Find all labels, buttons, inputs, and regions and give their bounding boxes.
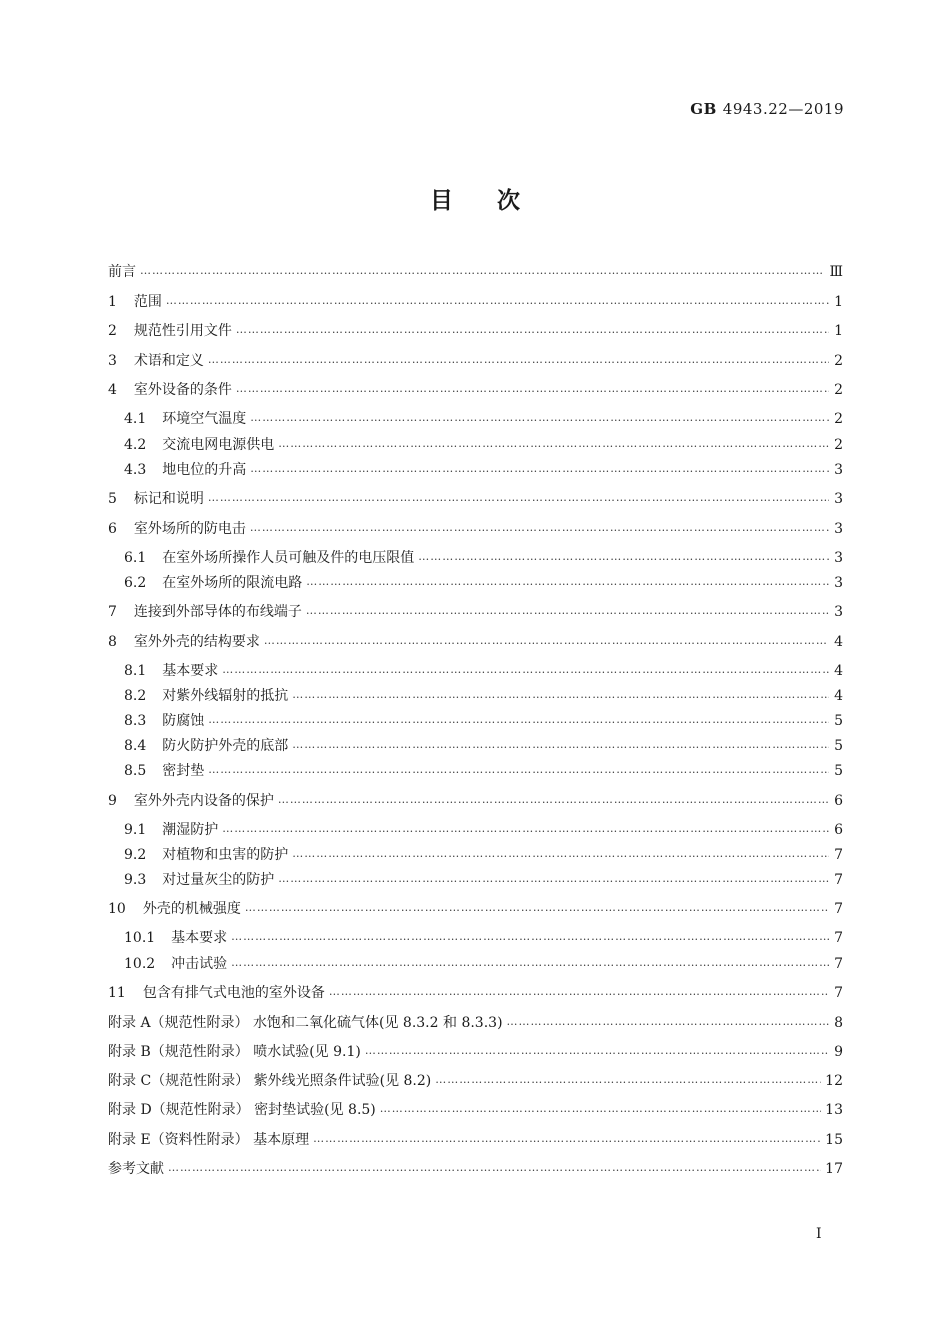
toc-entry-label: 在室外场所的限流电路 [162, 575, 303, 591]
toc-entry-page: 9 [834, 1044, 843, 1060]
dot-leader [278, 869, 829, 889]
toc-entry-label: 规范性引用文件 [133, 323, 232, 339]
dot-leader [292, 735, 829, 755]
dot-leader [306, 601, 829, 621]
title-char-1: 目 [430, 188, 453, 214]
toc-entry-label: 附录 C（规范性附录） 紫外线光照条件试验(见 8.2) [108, 1073, 432, 1089]
standard-code: 4943.22—2019 [722, 100, 844, 118]
dot-leader [292, 685, 829, 705]
toc-entry-number: 9.2 [124, 847, 147, 863]
toc-entry-number: 8.5 [124, 763, 147, 779]
toc-entry-number: 4 [108, 382, 117, 398]
toc-entry[interactable] [108, 409, 843, 429]
toc-entry-number: 8.2 [124, 688, 147, 704]
toc-entry-label: 在室外场所操作人员可触及件的电压限值 [162, 550, 415, 566]
toc-entry-label: 包含有排气式电池的室外设备 [142, 985, 325, 1001]
toc-entry[interactable] [108, 460, 843, 480]
toc-entry-label: 对植物和虫害的防护 [162, 847, 289, 863]
toc-entry[interactable] [108, 954, 843, 974]
toc-entry-label: 连接到外部导体的布线端子 [133, 604, 302, 620]
dot-leader [313, 1129, 821, 1149]
toc-entry-label: 潮湿防护 [162, 822, 219, 838]
dot-leader [222, 819, 829, 839]
toc-entry[interactable] [108, 1159, 843, 1179]
toc-entry-page: 2 [834, 353, 843, 369]
toc-entry[interactable] [108, 292, 843, 312]
toc-entry-page: 12 [825, 1073, 843, 1089]
toc-entry-page: 7 [834, 930, 843, 946]
toc-entry-number: 7 [108, 604, 117, 620]
dot-leader [418, 547, 829, 567]
dot-leader [208, 760, 829, 780]
toc-entry-number: 9.1 [124, 822, 147, 838]
toc-entry-number: 4.2 [124, 437, 147, 453]
standard-number [690, 100, 844, 118]
toc-entry[interactable] [108, 262, 843, 282]
dot-leader [365, 1041, 829, 1061]
dot-leader [250, 459, 829, 479]
toc-entry-number: 3 [108, 353, 117, 369]
toc-entry[interactable] [108, 380, 843, 400]
toc-entry-page: Ⅲ [829, 264, 843, 280]
dot-leader [208, 710, 829, 730]
toc-entry[interactable] [108, 351, 843, 371]
toc-entry[interactable] [108, 1042, 843, 1062]
toc-entry-label: 附录 A（规范性附录） 水饱和二氧化硫气体(见 8.3.2 和 8.3.3) [108, 1015, 503, 1031]
toc-entry-page: 5 [834, 713, 843, 729]
toc-entry-page: 2 [834, 437, 843, 453]
toc-entry-number: 8.4 [124, 738, 147, 754]
dot-leader [380, 1099, 821, 1119]
dot-leader [250, 518, 829, 538]
toc-entry-number: 4.3 [124, 462, 147, 478]
toc-entry-page: 3 [834, 521, 843, 537]
toc-entry[interactable] [108, 1130, 843, 1150]
toc-entry-label: 室外外壳的结构要求 [133, 634, 260, 650]
toc-entry-number: 8 [108, 634, 117, 650]
toc-entry-label: 附录 E（资料性附录） 基本原理 [108, 1132, 310, 1148]
toc-entry-number: 5 [108, 491, 117, 507]
toc-entry-number: 10 [108, 901, 126, 917]
toc-entry-label: 附录 B（规范性附录） 喷水试验(见 9.1) [108, 1044, 361, 1060]
toc-entry-number: 6.2 [124, 575, 147, 591]
toc-entry-number: 10.1 [124, 930, 156, 946]
toc-entry-page: 2 [834, 382, 843, 398]
toc-entry-number: 4.1 [124, 411, 147, 427]
dot-leader [250, 408, 829, 428]
standard-prefix: GB [690, 100, 717, 118]
dot-leader [236, 320, 829, 340]
toc-entry-number: 6 [108, 521, 117, 537]
toc-entry-label: 对过量灰尘的防护 [162, 872, 275, 888]
toc-entry-label: 术语和定义 [133, 353, 204, 369]
dot-leader [208, 488, 829, 508]
toc-entry-label: 密封垫 [162, 763, 205, 779]
toc-entry-number: 9.3 [124, 872, 147, 888]
toc-entry-label: 前言 [108, 264, 136, 280]
toc-entry[interactable] [108, 1013, 843, 1033]
toc-entry-page: 4 [834, 688, 843, 704]
toc-entry-label: 室外设备的条件 [133, 382, 232, 398]
toc-entry-page: 3 [834, 604, 843, 620]
dot-leader [140, 261, 825, 281]
toc-entry[interactable] [108, 870, 843, 890]
toc-entry-label: 室外场所的防电击 [133, 521, 246, 537]
dot-leader [168, 1158, 821, 1178]
toc-entry-page: 7 [834, 872, 843, 888]
toc-entry-page: 17 [825, 1161, 843, 1177]
toc-entry-page: 3 [834, 491, 843, 507]
toc-entry-label: 交流电网电源供电 [162, 437, 275, 453]
toc-entry[interactable] [108, 845, 843, 865]
toc-entry-label: 环境空气温度 [162, 411, 247, 427]
toc-entry-page: 4 [834, 634, 843, 650]
page-title [0, 182, 950, 215]
toc-entry-label: 对紫外线辐射的抵抗 [162, 688, 289, 704]
toc-entry-page: 7 [834, 901, 843, 917]
dot-leader [166, 291, 829, 311]
toc-entry-page: 6 [834, 822, 843, 838]
dot-leader [435, 1070, 821, 1090]
toc-entry[interactable] [108, 686, 843, 706]
toc-entry-label: 基本要求 [171, 930, 228, 946]
dot-leader [292, 844, 829, 864]
toc-entry-label: 范围 [133, 294, 162, 310]
toc-entry-page: 15 [825, 1132, 843, 1148]
toc-entry[interactable] [108, 1071, 843, 1091]
toc-entry[interactable] [108, 928, 843, 948]
toc-entry-page: 2 [834, 411, 843, 427]
toc-entry[interactable] [108, 573, 843, 593]
dot-leader [222, 660, 829, 680]
toc-entry-page: 7 [834, 985, 843, 1001]
toc-entry-page: 1 [834, 294, 843, 310]
toc-entry-number: 2 [108, 323, 117, 339]
toc-entry-page: 7 [834, 956, 843, 972]
toc-entry-label: 基本要求 [162, 663, 219, 679]
toc-entry-page: 5 [834, 763, 843, 779]
dot-leader [507, 1012, 829, 1032]
title-char-2: 次 [497, 188, 520, 214]
toc-entry-number: 1 [108, 294, 117, 310]
toc-entry[interactable] [108, 519, 843, 539]
toc-entry[interactable] [108, 736, 843, 756]
toc-entry-page: 3 [834, 550, 843, 566]
toc-entry-label: 参考文献 [108, 1161, 164, 1177]
toc-entry[interactable] [108, 548, 843, 568]
toc-entry-number: 9 [108, 793, 117, 809]
dot-leader [236, 379, 829, 399]
toc-entry[interactable] [108, 899, 843, 919]
toc-entry-label: 防火防护外壳的底部 [162, 738, 289, 754]
page-folio: I [816, 1226, 822, 1242]
toc-entry-page: 6 [834, 793, 843, 809]
toc-entry-number: 8.1 [124, 663, 147, 679]
toc-entry-label: 室外外壳内设备的保护 [133, 793, 274, 809]
dot-leader [306, 572, 829, 592]
dot-leader [329, 982, 829, 1002]
toc-entry-page: 5 [834, 738, 843, 754]
toc-entry-number: 11 [108, 985, 126, 1001]
dot-leader [208, 350, 829, 370]
toc-entry-page: 8 [834, 1015, 843, 1031]
dot-leader [245, 898, 829, 918]
toc-entry[interactable] [108, 820, 843, 840]
toc-entry-page: 7 [834, 847, 843, 863]
toc-entry-page: 1 [834, 323, 843, 339]
toc-entry[interactable] [108, 661, 843, 681]
toc-entry[interactable] [108, 489, 843, 509]
dot-leader [278, 790, 829, 810]
dot-leader [231, 953, 829, 973]
toc-entry-number: 10.2 [124, 956, 156, 972]
dot-leader [278, 434, 829, 454]
toc-entry[interactable] [108, 321, 843, 341]
toc-entry[interactable] [108, 761, 843, 781]
toc-entry-label: 外壳的机械强度 [142, 901, 241, 917]
dot-leader [231, 927, 829, 947]
toc-entry-label: 冲击试验 [171, 956, 228, 972]
toc-entry[interactable] [108, 711, 843, 731]
toc-entry[interactable] [108, 435, 843, 455]
dot-leader [264, 631, 829, 651]
toc-entry-page: 3 [834, 462, 843, 478]
toc-entry[interactable] [108, 983, 843, 1003]
toc-entry-label: 地电位的升高 [162, 462, 247, 478]
toc-entry[interactable] [108, 602, 843, 622]
toc-entry[interactable] [108, 632, 843, 652]
toc-entry-page: 4 [834, 663, 843, 679]
toc-entry-number: 8.3 [124, 713, 147, 729]
toc-entry[interactable] [108, 1100, 843, 1120]
toc-entry-page: 3 [834, 575, 843, 591]
toc-entry-label: 标记和说明 [133, 491, 204, 507]
toc-entry[interactable] [108, 791, 843, 811]
toc-entry-label: 防腐蚀 [162, 713, 205, 729]
toc-entry-page: 13 [825, 1102, 843, 1118]
toc-entry-number: 6.1 [124, 550, 147, 566]
toc-entry-label: 附录 D（规范性附录） 密封垫试验(见 8.5) [108, 1102, 376, 1118]
